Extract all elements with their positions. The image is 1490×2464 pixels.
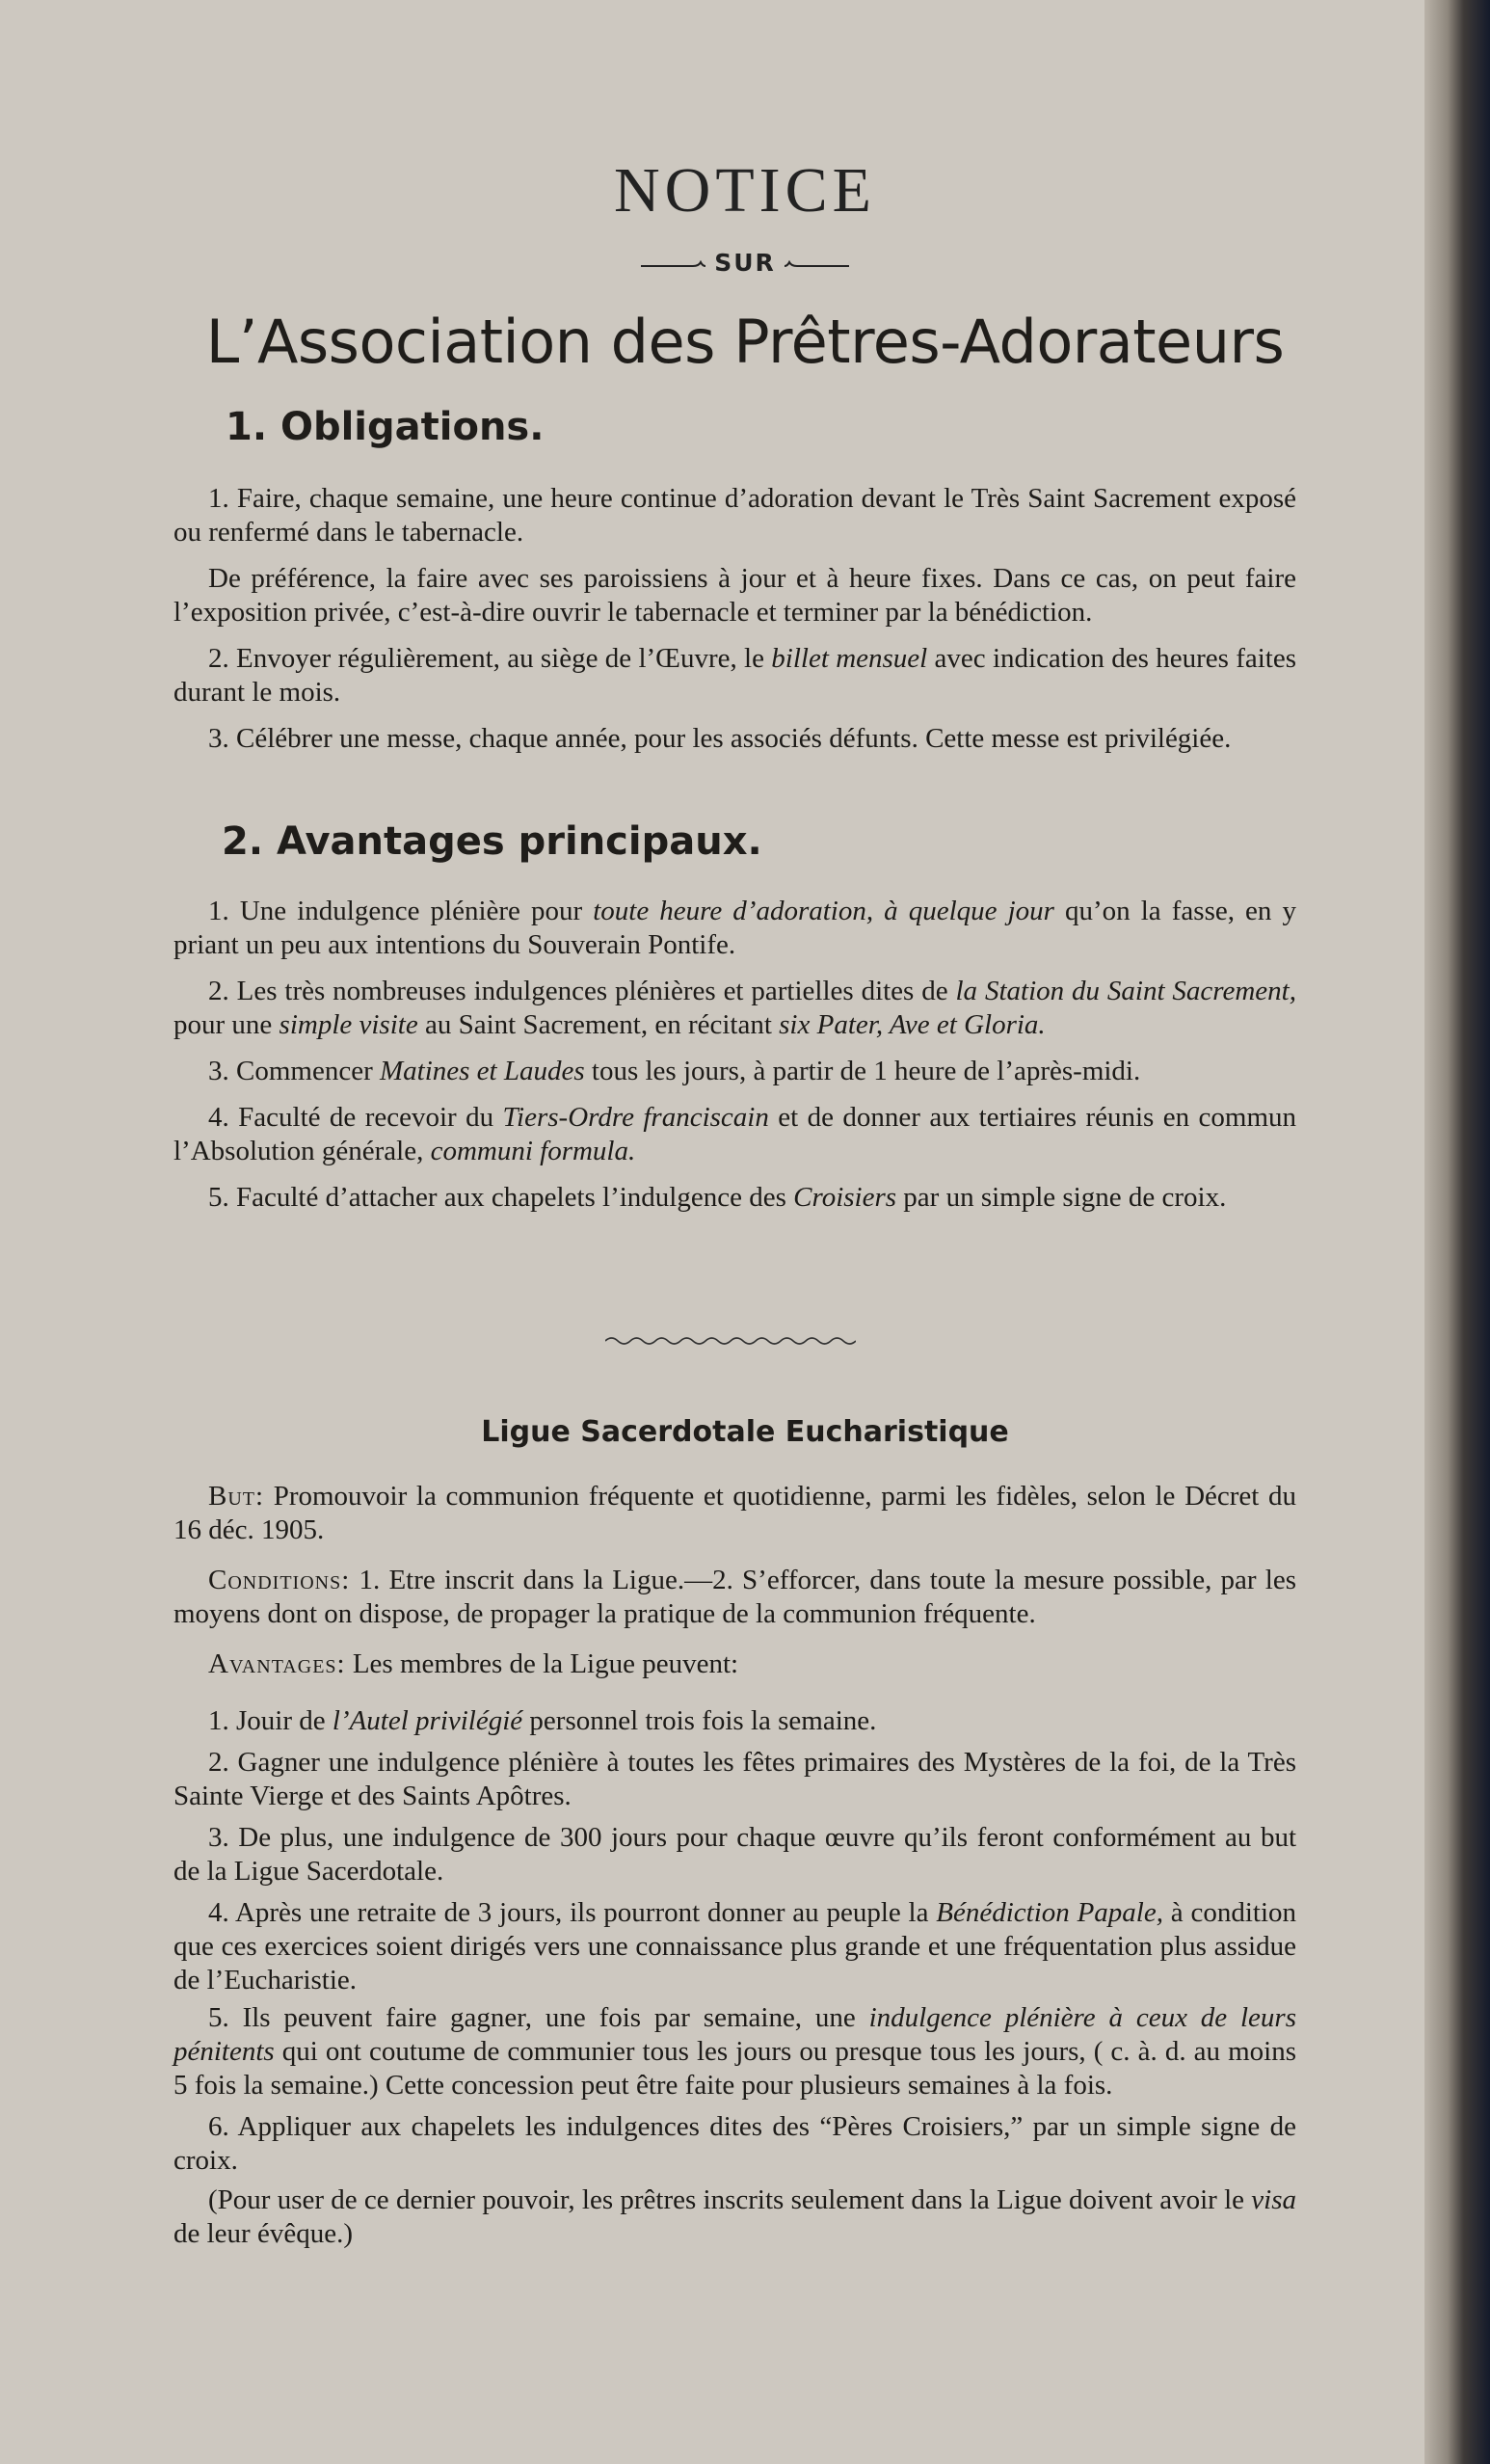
obligations-text — [173, 482, 1296, 768]
list-item: 1. Jouir de l’Autel privilégié personnel trois fois la semaine. — [208, 1705, 877, 1736]
paragraph: 4. Faculté de recevoir du Tiers-Ordre franciscain et de donner aux tertiaires réunis en commun l’Absolution générale, communi formula. — [173, 1102, 1297, 1166]
avantages-text — [173, 895, 1296, 1227]
avantages-text: Les membres de la Ligue peuvent: — [352, 1648, 739, 1679]
list-item: 6. Appliquer aux chapelets les indulgences dites des “Pères Croisiers,” par un simple signe de croix. — [173, 2111, 1296, 2176]
document-title: NOTICE — [614, 155, 876, 226]
ligue-text — [173, 1480, 1296, 2267]
note-paragraph: (Pour user de ce dernier pouvoir, les prêtres inscrits seulement dans la Ligue doivent avoir le visa de leur évêque.) — [173, 2184, 1296, 2249]
list-item: 4. Après une retraite de 3 jours, ils pourront donner au peuple la Bénédiction Papale, à condition que ces exercices soient dirigés vers une connaissance plus grande et une fréquentation plus assidue de l’Eucharistie. — [173, 1897, 1296, 1995]
paragraph: 3. Commencer Matines et Laudes tous les jours, à partir de 1 heure de l’après-midi. — [208, 1056, 1141, 1086]
conditions-label: Conditions: — [208, 1565, 351, 1595]
but-paragraph — [173, 1480, 1296, 1547]
paragraph: 5. Faculté d’attacher aux chapelets l’indulgence des Croisiers par un simple signe de croix. — [208, 1182, 1227, 1213]
paragraph: 1. Une indulgence plénière pour toute heure d’adoration, à quelque jour qu’on la fasse, en y priant un peu aux intentions du Souverain Pontife. — [173, 896, 1296, 960]
but-label: But: — [208, 1481, 265, 1512]
section-heading-obligations: 1. Obligations. — [226, 405, 545, 449]
conditions-text: 1. Etre inscrit dans la Ligue.—2. S’efforcer, dans toute la mesure possible, par les moyens dont on dispose, de propager la pratique de la communion fréquente. — [173, 1565, 1296, 1629]
paragraph: 2. Envoyer régulièrement, au siège de l’Œuvre, le billet mensuel avec indication des heures faites durant le mois. — [173, 643, 1296, 708]
ligue-title: Ligue Sacerdotale Eucharistique — [481, 1415, 1009, 1449]
left-ornament-icon — [639, 260, 706, 268]
conditions-paragraph — [173, 1564, 1296, 1631]
list-item: 5. Ils peuvent faire gagner, une fois par semaine, une indulgence plénière à ceux de leurs pénitents qui ont coutume de communier tous les jours ou presque tous les jours, ( c. à. d. au moins 5 fois la semaine.) Cette concession peut être faite pour plusieurs semaines à la fois. — [173, 2002, 1296, 2101]
but-text: Promouvoir la communion fréquente et quotidienne, parmi les fidèles, selon le Décret du 16 déc. 1905. — [173, 1481, 1296, 1545]
avantages-paragraph — [173, 1647, 1296, 1681]
right-ornament-icon — [784, 260, 851, 268]
list-item: 3. De plus, une indulgence de 300 jours pour chaque œuvre qu’ils feront conformément au but de la Ligue Sacerdotale. — [173, 1822, 1296, 1887]
main-heading: L’Association des Prêtres-Adorateurs — [205, 307, 1285, 377]
paragraph: 2. Les très nombreuses indulgences plénières et partielles dites de la Station du Saint Sacrement, pour une simple visite au Saint Sacrement, en récitant six Pater, Ave et Gloria. — [173, 976, 1296, 1040]
wavy-divider — [605, 1334, 856, 1348]
paragraph: 3. Célébrer une messe, chaque année, pour les associés défunts. Cette messe est privilégiée. — [208, 723, 1232, 754]
section-heading-avantages: 2. Avantages principaux. — [222, 819, 762, 864]
avantages-label: Avantages: — [208, 1648, 346, 1679]
paragraph: De préférence, la faire avec ses paroissiens à jour et à heure fixes. Dans ce cas, on peut faire l’exposition privée, c’est-à-dire ouvrir le tabernacle et terminer par la bénédiction. — [173, 563, 1296, 628]
connector-word: SUR — [714, 249, 776, 277]
list-item: 2. Gagner une indulgence plénière à toutes les fêtes primaires des Mystères de la foi, de la Très Sainte Vierge et des Saints Apôtres. — [173, 1747, 1296, 1811]
title-connector — [0, 249, 1490, 277]
paragraph: 1. Faire, chaque semaine, une heure continue d’adoration devant le Très Saint Sacrement exposé ou renfermé dans le tabernacle. — [173, 483, 1296, 548]
